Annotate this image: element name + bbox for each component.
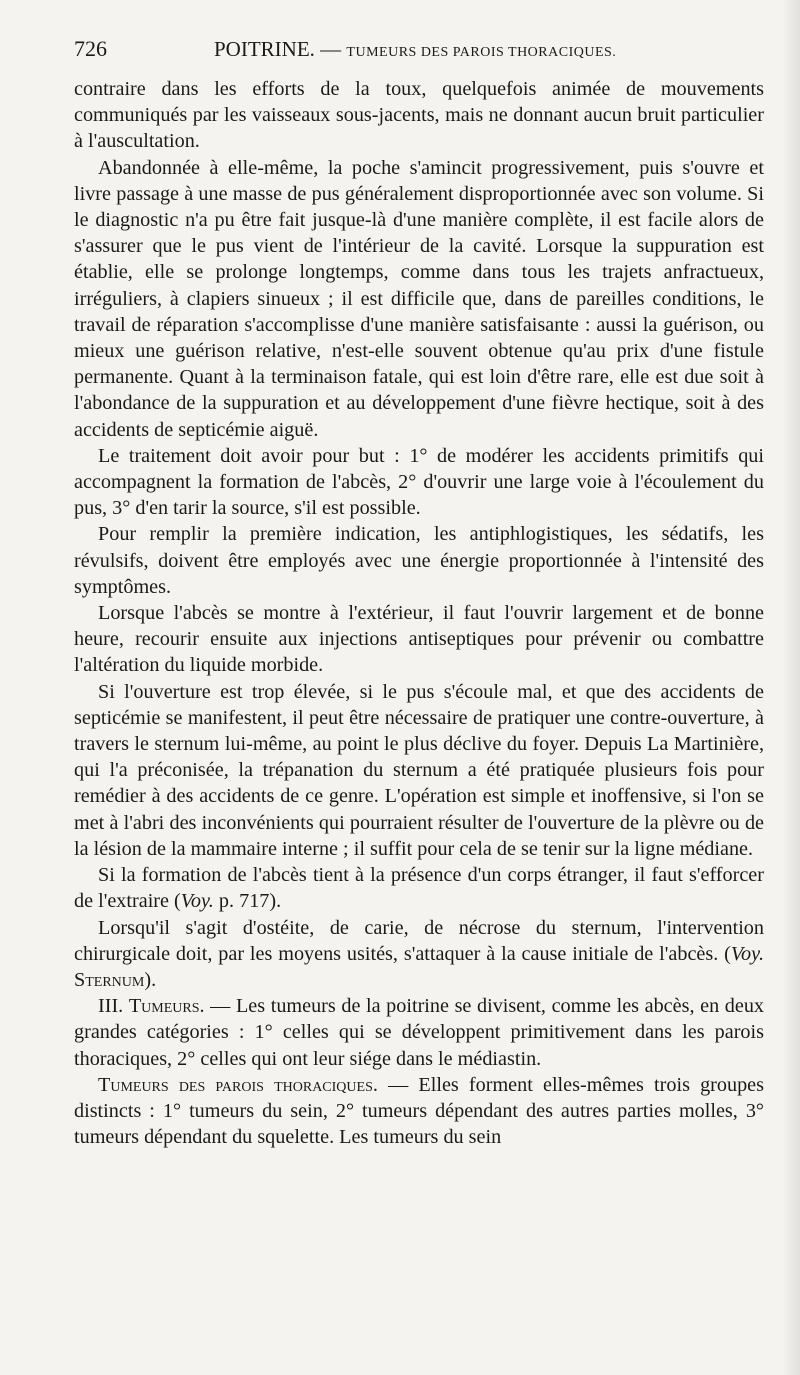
p9-text: — Les tumeurs de la poitrine se divisent, comme les abcès, en deux grandes catégories : 1° celles qui se développent primitivement dans les parois thoraciques, 2° celles qui ont leur siége dans le médiastin. [74, 995, 765, 1070]
paragraph-first-indication: Pour remplir la première indication, les antiphlogistiques, les sédatifs, les révulsifs, doivent être employés avec une énergie proportionnée à l'intensité des symptômes. [74, 523, 764, 598]
paragraph-osteitis [74, 915, 764, 994]
paragraph-counter-opening: Si l'ouverture est trop élevée, si le pus s'écoule mal, et que des accidents de septicémie se manifestent, il peut être nécessaire de pratiquer une contre-ouverture, à travers le sternum lui-même, au point le plus déclive du foyer. Depuis La Martinière, qui l'a préconisée, la trépanation du sternum a été pratiquée plusieurs fois pour remédier à des accidents de ce genre. L'opération est simple et inoffensive, si l'on se met à l'abri des inconvénients qui pourraient résulter de l'ouverture de la plèvre ou de la lésion de la mammaire interne ; il suffit pour cela de se tenir sur la ligne médiane. [74, 680, 764, 860]
page-header [74, 36, 764, 76]
paragraph-foreign-body [74, 862, 764, 914]
page-number: 726 [74, 36, 107, 61]
subsection-heading: Tumeurs des parois thoraciques. [98, 1073, 378, 1096]
p7-text-end: p. 717). [213, 890, 282, 913]
paragraph-external-abscess: Lorsque l'abcès se montre à l'extérieur, il faut l'ouvrir largement et de bonne heure, recourir ensuite aux injections antiseptiques pour prévenir ou combattre l'altération du liquide morbide. [74, 602, 764, 677]
running-title: POITRINE. [214, 37, 315, 61]
p8-text: Lorsqu'il s'agit d'ostéite, de carie, de nécrose du sternum, l'intervention chirurgicale doit, par les moyens usités, s'attaquer à la cause initiale de l'abcès. ( [74, 916, 764, 965]
cross-reference-sternum: Sternum [74, 968, 145, 991]
cross-reference-voy: Voy. [180, 890, 214, 913]
p7-text: Si la formation de l'abcès tient à la présence d'un corps étranger, il faut s'efforcer de l'extraire ( [74, 864, 764, 913]
running-head [214, 37, 616, 62]
cross-reference-voy: Voy. [730, 942, 764, 965]
paragraph-tumors-section [74, 993, 764, 1072]
section-heading-tumeurs: Tumeurs. [128, 995, 205, 1018]
paragraph-treatment-goals: Le traitement doit avoir pour but : 1° de modérer les accidents primitifs qui accompagnent la formation de l'abcès, 2° d'ouvrir une large voie à l'écoulement du pus, 3° d'en tarir la source, s'il est possible. [74, 444, 764, 520]
page-body [74, 76, 764, 1150]
paragraph-evolution: Abandonnée à elle-même, la poche s'amincit progressivement, puis s'ouvre et livre passage à une masse de pus généralement disproportionnée avec son volume. Si le diagnostic n'a pu être fait jusque-là d'une manière complète, il est facile alors de s'assurer que le pus vient de l'intérieur de la cavité. Lorsque la suppuration est établie, elle se prolonge longtemps, comme dans tous les trajets anfractueux, irréguliers, à clapiers sinueux ; il est difficile que, dans de pareilles conditions, le travail de réparation s'accomplisse d'une manière satisfaisante : aussi la guérison, ou mieux une guérison relative, n'est-elle souvent obtenue qu'au prix d'une fistule permanente. Quant à la terminaison fatale, qui est loin d'être rare, elle est due soit à l'abondance de la suppuration et au développement d'une fièvre hectique, soit à des accidents de septicémie aiguë. [74, 156, 764, 441]
running-dash: — [314, 37, 347, 61]
paragraph-continuation: contraire dans les efforts de la toux, quelquefois animée de mouvements communiqués par les vaisseaux sous-jacents, mais ne donnant aucun bruit particulier à l'auscultation. [74, 78, 764, 153]
section-number: III. [98, 995, 129, 1018]
p8-text-end: ). [144, 968, 157, 991]
paragraph-wall-tumors [74, 1072, 764, 1151]
running-subtitle: TUMEURS DES PAROIS THORACIQUES. [346, 45, 617, 60]
page-edge-shadow [782, 0, 800, 1375]
p10-text: — Elles forment elles-mêmes trois groupes distincts : 1° tumeurs du sein, 2° tumeurs dépendant des autres parties molles, 3° tumeurs dépendant du squelette. Les tumeurs du sein [74, 1073, 764, 1149]
